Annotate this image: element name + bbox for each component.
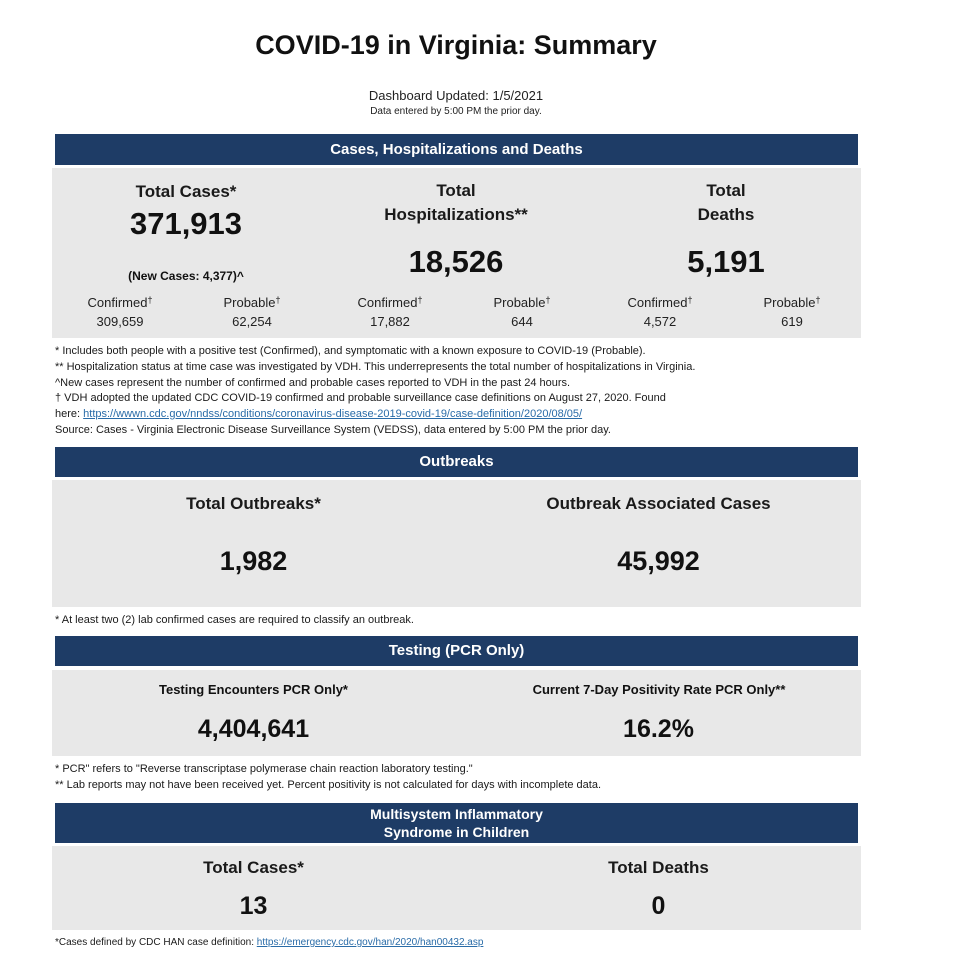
note-outbreak: * At least two (2) lab confirmed cases are required to classify an outbreak. — [55, 614, 414, 626]
hospitalizations-label-line1: Total — [436, 181, 476, 200]
note-source: Source: Cases - Virginia Electronic Disease Surveillance System (VEDSS), data entered by 5:00 PM the prior day. — [55, 424, 611, 436]
total-outbreaks-value: 1,982 — [219, 546, 288, 576]
deaths-probable-value: 619 — [781, 314, 803, 329]
deaths-value: 5,191 — [687, 244, 765, 279]
misc-total-deaths-label: Total Deaths — [608, 858, 709, 877]
outbreaks-section-header: Outbreaks — [55, 447, 858, 477]
note-new-cases: ^New cases represent the number of confirmed and probable cases reported to VDH in the past 24 hours. — [55, 377, 571, 389]
data-entered-note: Data entered by 5:00 PM the prior day. — [370, 106, 542, 117]
hosp-probable-label: Probable† — [493, 295, 551, 310]
total-cases-value: 371,913 — [129, 206, 243, 241]
cdc-han-link[interactable]: https://emergency.cdc.gov/han/2020/han00432.asp — [256, 937, 484, 948]
note-vdh-definitions: † VDH adopted the updated CDC COVID-19 confirmed and probable surveillance case definitions on August 27, 2020. Found — [55, 392, 666, 404]
cases-panel — [52, 168, 861, 338]
deaths-label-line1: Total — [706, 181, 746, 200]
dashboard-updated: Dashboard Updated: 1/5/2021 — [368, 88, 544, 103]
misc-total-cases-value: 13 — [239, 892, 268, 920]
note-lab-reports: ** Lab reports may not have been received yet. Percent positivity is not calculated for days with incomplete data. — [55, 779, 602, 791]
cases-confirmed-value: 309,659 — [96, 314, 144, 329]
hospitalizations-label-line2: Hospitalizations** — [384, 205, 528, 224]
deaths-confirmed-value: 4,572 — [643, 314, 677, 329]
total-outbreaks-label: Total Outbreaks* — [186, 494, 321, 513]
hospitalizations-value: 18,526 — [408, 244, 504, 279]
note-includes: * Includes both people with a positive test (Confirmed), and symptomatic with a known exposure to COVID-19 (Probable). — [55, 345, 646, 357]
note-hospitalization: ** Hospitalization status at time case was investigated by VDH. This underrepresents the total number of hospitalizations in Virginia. — [55, 361, 696, 373]
misc-heading-line2: Syndrome in Children — [383, 824, 530, 840]
note-misc-definition: *Cases defined by CDC HAN case definition: https://emergency.cdc.gov/han/2020/han00432.asp — [55, 937, 484, 948]
hosp-probable-value: 644 — [511, 314, 533, 329]
outbreak-associated-cases-label: Outbreak Associated Cases — [546, 494, 771, 513]
cdc-case-definition-link[interactable]: https://wwwn.cdc.gov/nndss/conditions/coronavirus-disease-2019-covid-19/case-definition/2020/08/05/ — [83, 408, 583, 420]
outbreaks-panel — [52, 480, 861, 607]
note-found-here: here: https://wwwn.cdc.gov/nndss/conditions/coronavirus-disease-2019-covid-19/case-definition/2020/08/05/ — [55, 408, 583, 420]
total-cases-label: Total Cases* — [135, 182, 237, 201]
page-title: COVID-19 in Virginia: Summary — [255, 30, 657, 60]
deaths-label-line2: Deaths — [697, 205, 755, 224]
cases-section-header: Cases, Hospitalizations and Deaths — [55, 134, 858, 165]
new-cases: (New Cases: 4,377)^ — [128, 269, 244, 283]
hosp-confirmed-label: Confirmed† — [357, 295, 423, 310]
misc-panel — [52, 846, 861, 930]
cases-confirmed-label: Confirmed† — [87, 295, 153, 310]
note-pcr: * PCR" refers to "Reverse transcriptase polymerase chain reaction laboratory testing." — [55, 763, 473, 775]
positivity-rate-label: Current 7-Day Positivity Rate PCR Only** — [532, 682, 786, 697]
testing-encounters-label: Testing Encounters PCR Only* — [158, 682, 348, 697]
misc-total-cases-label: Total Cases* — [203, 858, 304, 877]
cases-probable-value: 62,254 — [232, 314, 272, 329]
cases-probable-label: Probable† — [223, 295, 281, 310]
deaths-confirmed-label: Confirmed† — [627, 295, 693, 310]
outbreak-associated-cases-value: 45,992 — [617, 546, 700, 576]
deaths-probable-label: Probable† — [763, 295, 821, 310]
hosp-confirmed-value: 17,882 — [370, 314, 410, 329]
testing-section-header: Testing (PCR Only) — [55, 636, 858, 666]
misc-heading-line1: Multisystem Inflammatory — [370, 806, 543, 822]
positivity-rate-value: 16.2% — [623, 715, 694, 743]
testing-panel — [52, 670, 861, 756]
misc-total-deaths-value: 0 — [651, 892, 666, 920]
testing-encounters-value: 4,404,641 — [197, 715, 310, 743]
misc-section-header — [55, 803, 858, 843]
